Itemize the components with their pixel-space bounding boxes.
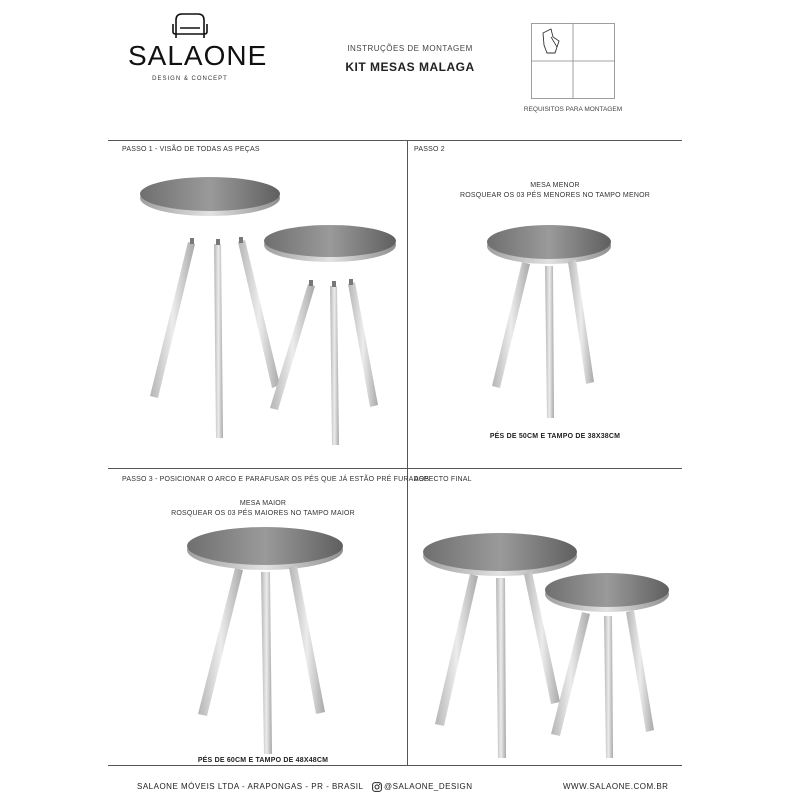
chair-logo-icon (170, 10, 210, 42)
step2-caption-instruction: ROSQUEAR OS 03 PÉS MENORES NO TAMPO MENOR (460, 192, 650, 199)
footer-company: SALAONE MÓVEIS LTDA - ARAPONGAS - PR - BRASIL (137, 782, 364, 791)
step3-spec: PÉS DE 60CM E TAMPO DE 48X48CM (197, 757, 329, 764)
step3-big-table (185, 524, 345, 759)
grid-divider-bottom (108, 765, 682, 766)
step2-spec: PÉS DE 50CM E TAMPO DE 38X38CM (489, 433, 621, 440)
requirements-label: REQUISITOS PARA MONTAGEM (523, 106, 623, 113)
kit-title: KIT MESAS MALAGA (345, 60, 475, 74)
instagram-icon (372, 782, 382, 792)
step2-title: PASSO 2 (414, 146, 445, 153)
final-assembled-tables (420, 530, 675, 762)
step2-small-table (482, 222, 617, 422)
step3-title: PASSO 3 - POSICIONAR O ARCO E PARAFUSAR OS PÉS QUE JÁ ESTÃO PRÉ FURADOS (122, 476, 430, 483)
requirements-grid (531, 23, 615, 99)
step1-title: PASSO 1 - VISÃO DE TODAS AS PEÇAS (122, 146, 260, 153)
grid-divider-top (108, 140, 682, 141)
footer-instagram[interactable]: @SALAONE_DESIGN (384, 782, 473, 791)
step3-caption-title: MESA MAIOR (239, 500, 287, 507)
final-title: ASPECTO FINAL (414, 476, 472, 483)
step3-caption-instruction: ROSQUEAR OS 03 PÉS MAIORES NO TAMPO MAIOR (171, 510, 355, 517)
footer-website[interactable]: WWW.SALAONE.COM.BR (563, 782, 669, 791)
brand-tagline: DESIGN & CONCEPT (152, 76, 228, 82)
grid-divider-middle (108, 468, 682, 469)
hand-tool-icon (543, 29, 559, 53)
instructions-label: INSTRUÇÕES DE MONTAGEM (347, 44, 473, 53)
step1-exploded-tables (130, 170, 400, 455)
step2-caption-title: MESA MENOR (530, 182, 580, 189)
grid-divider-vertical (407, 140, 408, 765)
brand-logo-wordmark: SALAONE (128, 40, 268, 71)
